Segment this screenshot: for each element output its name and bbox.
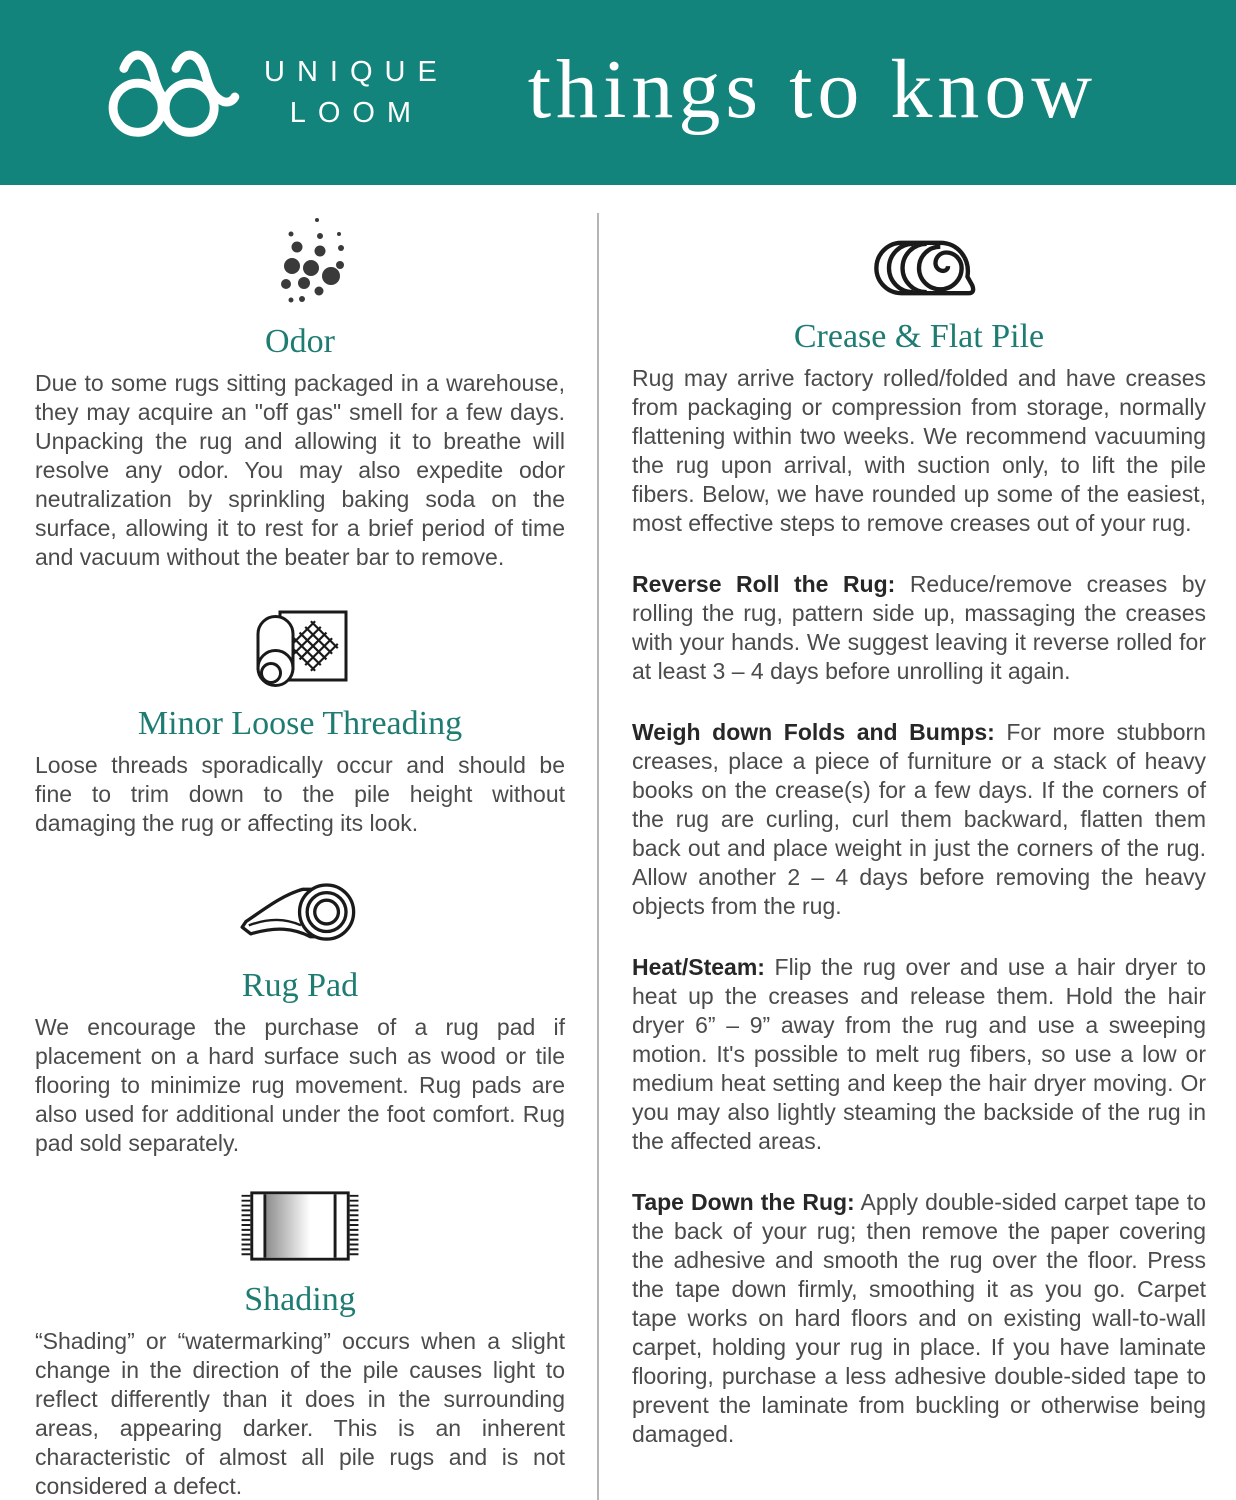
odor-body: Due to some rugs sitting packaged in a warehouse, they may acquire an "off gas" smell for a few days. Unpacking the rug and allowing it to breathe will resolve any odor. You may also expedite odor neutralization by sprinkling baking soda on the surface, allowing it to rest for a brief period of time and vacuum without the beater bar to remove. (35, 370, 565, 571)
tip-tape-down-label: Tape Down the Rug: (632, 1189, 855, 1216)
tip-heat-steam (632, 953, 1206, 1156)
rolled-rug-threads-icon (250, 592, 350, 692)
section-crease-flat-pile (632, 237, 1206, 538)
threading-heading: Minor Loose Threading (137, 705, 463, 743)
shading-icon-wrap (35, 1188, 565, 1264)
odor-icon-wrap (35, 213, 565, 308)
crease-icon-wrap (632, 237, 1206, 299)
header-banner (0, 0, 1236, 185)
shading-heading: Shading (244, 1281, 356, 1319)
rolled-rug-spiral-icon (858, 237, 980, 299)
tip-reverse-roll (632, 570, 1206, 686)
brand-wordmark (264, 52, 449, 132)
shaded-rug-icon (241, 1188, 359, 1264)
tip-tape-down-text: Apply double-sided carpet tape to the back of your rug; then remove the paper covering the adhesive and smooth the rug over the floor. Press the tape down firmly, smoothing it as you go. Carpet tape works on hard floors and on existing wall-to-wall carpet, holding your rug in place. If you have laminate flooring, purchase a less adhesive double-sided tape to prevent the laminate from buckling or otherwise being damaged. (632, 1189, 1206, 1448)
tip-weigh-down (632, 718, 1206, 921)
tip-reverse-roll-label: Reverse Roll the Rug: (632, 571, 896, 598)
tip-reverse-roll-text: Reduce/remove creases by rolling the rug, pattern side up, massaging the creases with your hands. We suggest leaving it reverse rolled for at least 3 – 4 days before unrolling it again. (632, 571, 1207, 685)
brand-line2: LOOM (289, 96, 424, 129)
rugpad-icon-wrap (35, 876, 565, 950)
section-rug-pad (35, 876, 565, 1158)
tip-weigh-down-text: For more stubborn creases, place a piece of furniture or a stack of heavy books on the crease(s) for a few days. If the corners of the rug are curling, curl them backward, flatten them back out and place weight in just the corners of the rug. Allow another 2 – 4 days before removing the heavy objects from the rug. (632, 719, 1206, 920)
unique-loom-loops-icon (102, 39, 240, 147)
column-divider (597, 213, 599, 1500)
odor-dots-icon (253, 213, 348, 308)
section-shading (35, 1188, 565, 1500)
crease-body: Rug may arrive factory rolled/folded and have creases from packaging or compression from storage, normally flattening within two weeks. We recommend vacuuming the rug upon arrival, with suction only, to lift the pile fibers. Below, we have rounded up some of the easiest, most effective steps to remove creases out of your rug. (632, 365, 1206, 537)
brand-line1: UNIQUE (264, 56, 449, 89)
rugpad-heading: Rug Pad (241, 967, 359, 1005)
left-column (35, 185, 565, 1500)
tip-weigh-down-label: Weigh down Folds and Bumps: (632, 719, 995, 746)
crease-heading: Crease & Flat Pile (793, 318, 1045, 355)
rugpad-body: We encourage the purchase of a rug pad if placement on a hard surface such as wood or tile flooring to minimize rug movement. Rug pads are also used for additional under the foot comfort. Rug pad sold separately. (35, 1014, 565, 1157)
rug-pad-roll-icon (234, 876, 367, 950)
tip-tape-down (632, 1188, 1206, 1449)
section-minor-loose-threading (35, 592, 565, 838)
shading-body: “Shading” or “watermarking” occurs when a slight change in the direction of the pile causes light to reflect differently than it does in the surrounding areas, appearing darker. This is an inherent characteristic of almost all pile rugs and is not considered a defect. (35, 1328, 565, 1500)
threading-icon-wrap (35, 592, 565, 692)
section-odor (35, 213, 565, 572)
threading-body: Loose threads sporadically occur and should be fine to trim down to the pile height without damaging the rug or affecting its look. (35, 752, 565, 837)
brand-block (102, 39, 449, 147)
tip-heat-steam-label: Heat/Steam: (632, 954, 765, 981)
odor-heading: Odor (265, 323, 335, 360)
main-content (0, 185, 1236, 1500)
right-column (632, 185, 1206, 1449)
page-title: things to know (527, 43, 1098, 136)
tip-heat-steam-text: Flip the rug over and use a hair dryer to heat up the creases and release them. Hold the hair dryer 6” – 9” away from the rug and use a sweeping motion. It's possible to melt rug fibers, so use a low or medium heat setting and keep the hair dryer moving. Or you may also lightly steaming the backside of the rug in the affected areas. (632, 954, 1206, 1155)
